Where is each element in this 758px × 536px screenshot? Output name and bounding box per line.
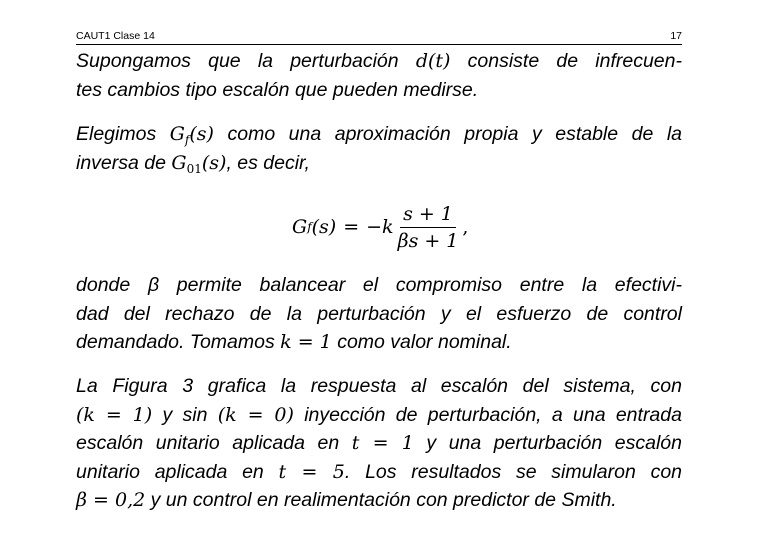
p4-text-e: unitario aplicada en — [76, 460, 264, 483]
page-number: 17 — [670, 30, 682, 42]
p2-text-d: , es decir, — [226, 151, 310, 174]
p4-text-b: inyección de perturbación, a una entrada — [304, 403, 682, 426]
g01-symbol: G — [171, 151, 187, 174]
eq-minus-k: −k — [366, 216, 394, 238]
p4-line-5 — [76, 486, 682, 515]
p3-text-a: demandado. Tomamos — [76, 331, 275, 353]
paragraph-3 — [76, 271, 682, 357]
eq-lhs-g: G — [292, 216, 308, 238]
p4-text-d: y una perturbación escalón — [426, 432, 682, 454]
p2-text-a: Elegimos — [76, 123, 157, 145]
math-d-of-t: d(t) — [415, 50, 451, 72]
p3-line-1: donde β permite balancear el compromiso entre la efectivi- — [76, 274, 682, 296]
p2-line-2 — [76, 149, 682, 178]
g01-subscript: 01 — [186, 161, 202, 176]
gf-subscript: f — [184, 133, 190, 147]
p4-line-4 — [76, 458, 682, 487]
p2-line-1 — [76, 120, 682, 149]
p4-text-a: y sin — [162, 403, 208, 426]
math-beta-equals: β = 0,2 — [76, 489, 146, 511]
p1-line-2: tes cambios tipo escalón que pueden medirse. — [76, 78, 479, 101]
eq-lhs-arg: (s) — [311, 216, 337, 238]
p4-line-3 — [76, 429, 682, 458]
eq-numerator: s + 1 — [400, 203, 456, 228]
math-t-equals-5: t = 5 — [278, 460, 345, 483]
p4-line-1: La Figura 3 grafica la respuesta al escalón del sistema, con — [76, 375, 682, 397]
p4-text-c: escalón unitario aplicada en — [76, 432, 340, 454]
p1-text-b: consiste de infrecuen- — [467, 50, 682, 72]
p1-line-1 — [76, 47, 682, 76]
math-t-equals-1: t = 1 — [351, 432, 414, 454]
gf-arg: (s) — [189, 123, 214, 145]
p2-text-c: inversa de — [76, 151, 166, 174]
math-k-equals-1: k = 1 — [280, 331, 332, 353]
paragraph-1 — [76, 47, 682, 104]
g01-arg: (s) — [201, 151, 227, 174]
eq-fraction — [395, 203, 462, 252]
gf-symbol: G — [169, 123, 185, 145]
p4-line-2 — [76, 401, 682, 430]
paragraph-4 — [76, 372, 682, 515]
page-header — [76, 30, 682, 45]
paragraph-2 — [76, 120, 682, 177]
math-gf — [170, 123, 214, 145]
p1-text-a: Supongamos que la perturbación — [76, 50, 399, 72]
p4-text-g: y un control en realimentación con predictor de Smith. — [150, 489, 617, 511]
eq-equals: = — [343, 216, 360, 238]
p3-line-2: dad del rechazo de la perturbación y el esfuerzo de control — [76, 302, 682, 325]
eq-trailing-comma: , — [462, 216, 469, 238]
p4-text-f: . Los resultados se simularon con — [344, 460, 683, 483]
p2-text-b: como una aproximación propia y estable de la — [227, 123, 683, 145]
course-title: CAUT1 Clase 14 — [76, 30, 155, 42]
p3-line-3 — [76, 328, 682, 357]
p3-text-b: como valor nominal. — [337, 331, 512, 353]
display-equation: G f (s) = −k $\frac{s + 1}{\beta s + 1}$ , — [292, 202, 469, 252]
math-g01 — [171, 152, 226, 174]
eq-denominator: βs + 1 — [397, 229, 459, 252]
math-k-equals-1-paren: (k = 1) — [76, 403, 153, 426]
math-k-equals-0-paren: (k = 0) — [217, 403, 294, 426]
